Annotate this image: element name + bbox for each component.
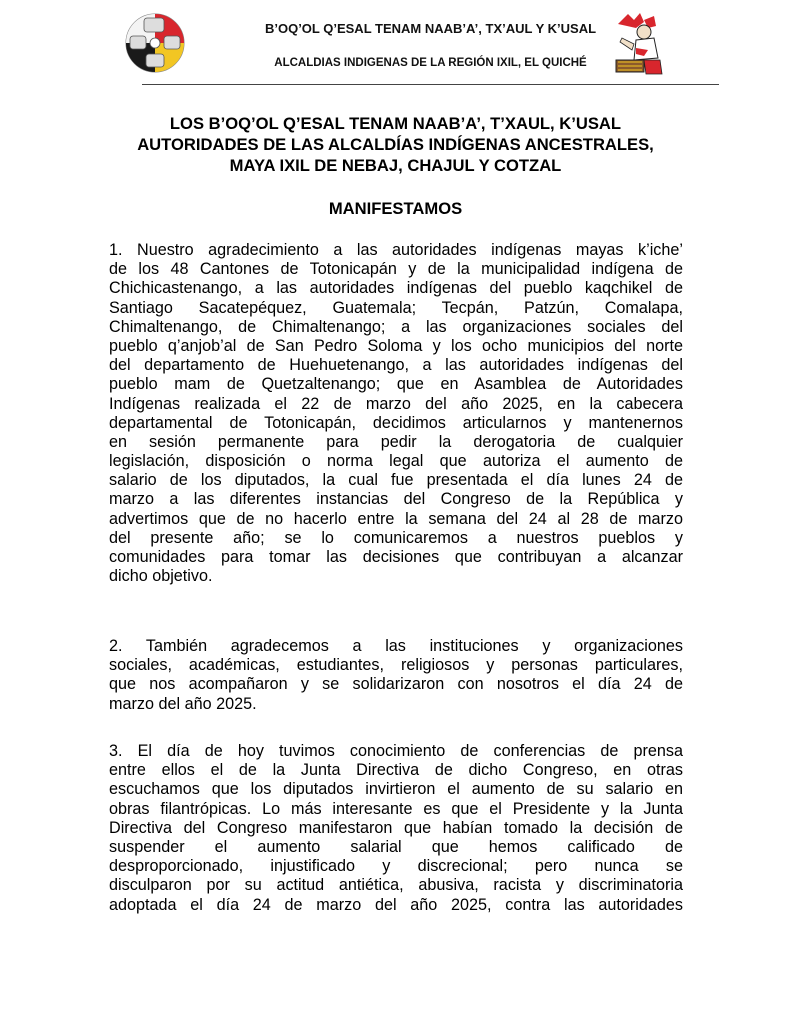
paragraph-line: marzo del año 2025. [109, 694, 257, 713]
paragraph-line: en sesión permanente para pedir la derogatoria de cualquier [109, 432, 683, 451]
paragraph-line: pueblo q’anjob’al de San Pedro Soloma y los ocho municipios del norte [109, 336, 683, 355]
paragraph-line: pueblo mam de Quetzaltenango; que en Asamblea de Autoridades [109, 375, 683, 394]
document-title [60, 113, 731, 176]
paragraph-line: marzo a las diferentes instancias del Congreso de la República y [109, 490, 683, 509]
paragraph-line: sociales, académicas, estudiantes, religiosos y personas particulares, [109, 656, 683, 675]
paragraph-line: salario de los diputados, la cual fue presentada el día lunes 24 de [109, 471, 683, 490]
paragraph-1 [109, 241, 683, 586]
paragraph-line: 3. El día de hoy tuvimos conocimiento de conferencias de prensa [109, 742, 683, 760]
paragraph-line: legislación, disposición o norma legal que autoriza el aumento de [109, 452, 683, 471]
paragraph-line: Directiva del Congreso manifestaron que habían tomado la decisión de [109, 818, 683, 837]
paragraph-line: suspender el aumento salarial que hemos calificado de [109, 837, 683, 856]
paragraph-line: advertimos que de no hacerlo entre la semana del 24 al 28 de marzo [109, 509, 683, 528]
paragraph-line: comunidades para tomar las decisiones que contribuyan a alcanzar [109, 548, 683, 566]
paragraph-line: departamental de Totonicapán, decidimos articularnos y mantenernos [109, 413, 683, 432]
paragraph-line: Chichicastenango, a las autoridades indígenas del pueblo kaqchikel de [109, 279, 683, 298]
title-line: LOS B’OQ’OL Q’ESAL TENAM NAAB’A’, T’XAUL, K’USAL [169, 114, 622, 133]
paragraph-line: 2. También agradecemos a las instituciones y organizaciones [109, 637, 683, 655]
paragraph-line: que nos acompañaron y se solidarizaron con nosotros el día 24 de [109, 675, 683, 694]
paragraph-line: Santiago Sacatepéquez, Guatemala; Tecpán, Patzún, Comalapa, [109, 298, 683, 317]
paragraph-line: Indígenas realizada el 22 de marzo del año 2025, en la cabecera [109, 394, 683, 413]
four-color-circle-emblem-icon [124, 12, 186, 74]
section-heading: MANIFESTAMOS [328, 199, 463, 218]
paragraph-line: del presente año; se lo comunicaremos a nuestros pueblos y [109, 528, 683, 547]
indigenous-figure-illustration-icon [610, 10, 666, 78]
title-line: AUTORIDADES DE LAS ALCALDÍAS INDÍGENAS ANCESTRALES, [137, 135, 654, 154]
paragraph-line: entre ellos el de la Junta Directiva de dicho Congreso, en otras [109, 761, 683, 780]
title-line: MAYA IXIL DE NEBAJ, CHAJUL Y COTZAL [229, 156, 562, 175]
paragraph-line: de los 48 Cantones de Totonicapán y de la municipalidad indígena de [109, 260, 683, 279]
paragraph-2 [109, 637, 683, 714]
paragraph-line: obras filantrópicas. Lo más interesante es que el Presidente y la Junta [109, 799, 683, 818]
header-subtitle: ALCALDIAS INDIGENAS DE LA REGIÓN IXIL, EL QUICHÉ [274, 57, 587, 69]
paragraph-line: desproporcionado, injustificado y discrecional; pero nunca se [109, 857, 683, 876]
paragraph-line: escuchamos que los diputados invirtieron el aumento de su salario en [109, 780, 683, 799]
paragraph-line: disculparon por su actitud antiética, abusiva, racista y discriminatoria [109, 876, 683, 895]
paragraph-line: dicho objetivo. [109, 567, 213, 586]
paragraph-line: 1. Nuestro agradecimiento a las autoridades indígenas mayas k’iche’ [109, 241, 683, 259]
paragraph-line: del departamento de Huehuetenango, a las autoridades indígenas del [109, 356, 683, 375]
paragraph-line: Chimaltenango, de Chimaltenango; a las organizaciones sociales del [109, 317, 683, 336]
header-divider [142, 84, 719, 85]
header-title: B’OQ’OL Q’ESAL TENAM NAAB’A’, TX’AUL Y K’USAL [264, 21, 597, 36]
paragraph-3 [109, 742, 683, 915]
paragraph-line: adoptada el día 24 de marzo del año 2025, contra las autoridades [109, 895, 683, 914]
